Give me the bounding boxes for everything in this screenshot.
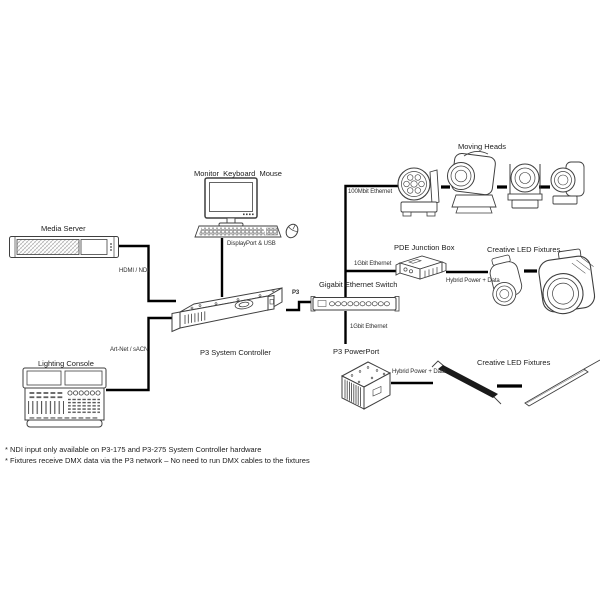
p3-system-controller-label: P3 System Controller (200, 348, 271, 357)
footnote-dmx: * Fixtures receive DMX data via the P3 network – No need to run DMX cables to the fixtures (5, 456, 310, 465)
hybrid-power-data-bottom-wire-label: Hybrid Power + Data (392, 369, 446, 375)
1gbit-ethernet-pde-wire-label: 1Gbit Ethernet (354, 261, 392, 267)
p3-powerport-illustration (339, 356, 393, 416)
monitor-keyboard-mouse-illustration (193, 176, 307, 240)
p3-wire-label: P3 (292, 290, 300, 296)
creative-led-fixtures-top-node (485, 248, 600, 326)
lighting-console-node (22, 366, 108, 430)
gigabit-ethernet-switch-illustration (310, 294, 400, 314)
lighting-console-label: Lighting Console (38, 359, 94, 368)
100mbit-ethernet-wire-label: 100Mbit Ethernet (348, 189, 393, 195)
peripherals-node (193, 176, 307, 240)
gigabit-ethernet-switch-node (310, 294, 400, 314)
peripherals-label: Monitor Keyboard Mouse (194, 169, 282, 178)
pde-junction-box-node (395, 252, 449, 282)
artnet-sacn-wire-label: Art-Net / sACN (110, 347, 149, 353)
p3-system-controller-node (170, 276, 296, 338)
displayport-usb-wire-label: DisplayPort & USB (227, 241, 276, 247)
footnote-ndi: * NDI input only available on P3-175 and P3-275 System Controller hardware (5, 445, 262, 454)
creative-led-fixtures-top-illustration (485, 248, 600, 326)
hdmi-ndi-wire-label: HDMI / NDI (119, 268, 149, 274)
creative-led-fixtures-top-label: Creative LED Fixtures (487, 245, 561, 254)
1gbit-ethernet-powerport-wire-label: 1Gbit Ethernet (350, 324, 388, 330)
creative-led-fixtures-bottom-label: Creative LED Fixtures (477, 358, 551, 367)
hybrid-power-data-top-wire-label: Hybrid Power + Data (446, 278, 500, 284)
moving-heads-label: Moving Heads (458, 142, 506, 151)
media-server-node (9, 236, 119, 258)
p3-system-controller-illustration (170, 276, 296, 338)
moving-heads-node (392, 146, 590, 220)
pde-junction-box-label: PDE Junction Box (394, 243, 455, 252)
p3-powerport-label: P3 PowerPort (333, 347, 380, 356)
gigabit-ethernet-switch-label: Gigabit Ethernet Switch (319, 280, 398, 289)
media-server-label: Media Server (41, 224, 86, 233)
p3-powerport-node (339, 356, 393, 416)
moving-heads-illustration (392, 146, 590, 220)
pde-junction-box-illustration (395, 252, 449, 282)
lighting-console-illustration (22, 366, 108, 430)
media-server-illustration (9, 236, 119, 258)
wire-artnet-sacn (106, 318, 176, 390)
